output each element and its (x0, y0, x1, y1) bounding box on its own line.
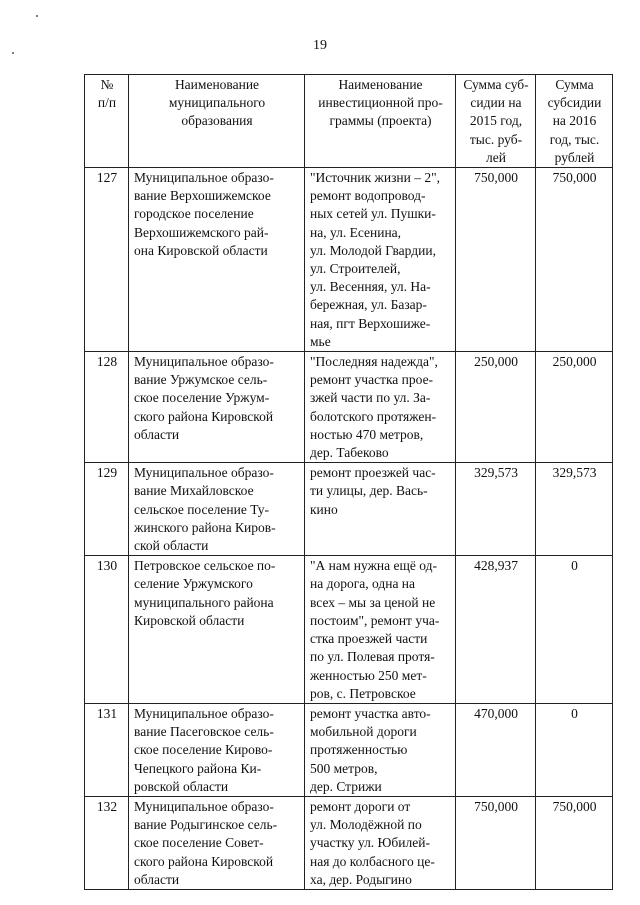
header-sum-2015: Сумма суб- сидии на 2015 год, тыс. руб- лей (456, 75, 536, 168)
municipality-name: Петровское сельское по- селение Уржумского муниципального района Кировской области (129, 556, 305, 704)
subsidy-2015: 470,000 (456, 703, 536, 796)
table-row (85, 352, 613, 463)
subsidy-2015: 329,573 (456, 463, 536, 556)
municipality-name: Муниципальное образо- вание Михайловское сельское поселение Ту- жинского района Киров- ской области (129, 463, 305, 556)
program-name: "А нам нужна ещё од- на дорога, одна на всех – мы за ценой не постоим", ремонт уча- стка проезжей части по ул. Полевая протя- женностью 250 мет- ров, с. Петровское (305, 556, 456, 704)
subsidy-2015: 250,000 (456, 352, 536, 463)
subsidy-2015: 428,937 (456, 556, 536, 704)
subsidy-2016: 250,000 (536, 352, 613, 463)
subsidy-2016: 750,000 (536, 168, 613, 352)
program-name: "Последняя надежда", ремонт участка прое- зжей части по ул. За- болотского протяжен- ностью 470 метров, дер. Табеково (305, 352, 456, 463)
table-row (85, 556, 613, 704)
program-name: ремонт дороги от ул. Молодёжной по участку ул. Юбилей- ная до колбасного це- ха, дер. Родыгино (305, 796, 456, 889)
municipality-name: Муниципальное образо- вание Верхошижемское городское поселение Верхошижемского рай- она Кировской области (129, 168, 305, 352)
scan-speck (12, 52, 14, 54)
header-municipality: Наименование муниципального образования (129, 75, 305, 168)
program-name: ремонт участка авто- мобильной дороги протяженностью 500 метров, дер. Стрижи (305, 703, 456, 796)
subsidy-2016: 0 (536, 703, 613, 796)
subsidy-2015: 750,000 (456, 796, 536, 889)
municipality-name: Муниципальное образо- вание Пасеговское сель- ское поселение Кирово- Чепецкого района Ки- ровской области (129, 703, 305, 796)
row-number: 131 (85, 703, 129, 796)
row-number: 128 (85, 352, 129, 463)
table-row (85, 463, 613, 556)
program-name: "Источник жизни – 2", ремонт водопровод- ных сетей ул. Пушки- на, ул. Есенина, ул. Молодой Гвардии, ул. Строителей, ул. Весенняя, ул. На- бережная, ул. Базар- ная, пгт Верхошиже- мье (305, 168, 456, 352)
row-number: 129 (85, 463, 129, 556)
table-row (85, 703, 613, 796)
table-row (85, 796, 613, 889)
page-number: 19 (313, 38, 327, 53)
subsidy-2016: 329,573 (536, 463, 613, 556)
table-body (85, 168, 613, 890)
row-number: 130 (85, 556, 129, 704)
table-row (85, 168, 613, 352)
table-header (85, 75, 613, 168)
subsidy-2016: 750,000 (536, 796, 613, 889)
row-number: 132 (85, 796, 129, 889)
scan-speck (36, 15, 38, 17)
header-program: Наименование инвестиционной про- граммы (проекта) (305, 75, 456, 168)
municipality-name: Муниципальное образо- вание Родыгинское сель- ское поселение Совет- ского района Кировской области (129, 796, 305, 889)
subsidy-2016: 0 (536, 556, 613, 704)
header-sum-2016: Сумма субсидии на 2016 год, тыс. рублей (536, 75, 613, 168)
header-row (85, 75, 613, 168)
subsidy-table (84, 74, 613, 890)
municipality-name: Муниципальное образо- вание Уржумское сель- ское поселение Уржум- ского района Кировской области (129, 352, 305, 463)
header-number: № п/п (85, 75, 129, 168)
subsidy-2015: 750,000 (456, 168, 536, 352)
program-name: ремонт проезжей час- ти улицы, дер. Вась- кино (305, 463, 456, 556)
row-number: 127 (85, 168, 129, 352)
